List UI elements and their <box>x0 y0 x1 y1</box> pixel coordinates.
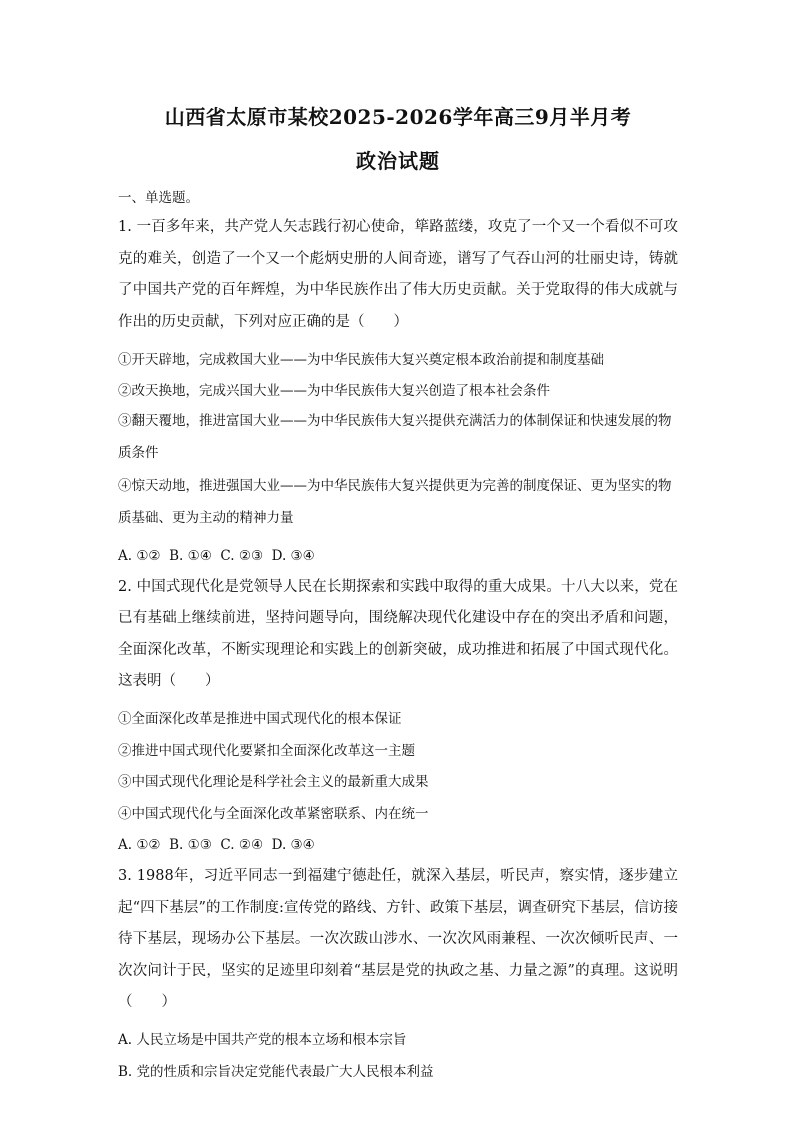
question-1 <box>118 212 678 566</box>
statement-option: ①开天辟地，完成救国大业——为中华民族伟大复兴奠定根本政治前提和制度基础 <box>118 351 604 368</box>
answer-choices: A. ①② B. ①④ C. ②③ D. ③④ <box>118 547 315 564</box>
question-2 <box>118 572 678 856</box>
section-heading: 一、单选题。 <box>118 190 199 206</box>
answer-option-a: A. 人民立场是中国共产党的根本立场和根本宗旨 <box>118 1032 407 1048</box>
statement-option: ①全面深化改革是推进中国式现代化的根本保证 <box>118 711 402 727</box>
answer-choices: A. ①② B. ①③ C. ②④ D. ③④ <box>118 837 315 853</box>
question-stem: 1. 一百多年来，共产党人矢志践行初心使命，筚路蓝缕，攻克了一个又一个看似不可攻克的难关，创造了一个又一个彪炳史册的人间奇迹，谱写了气吞山河的壮丽史诗，铸就了中国共产党的百年辉煌，为中华民族作出了伟大历史贡献。关于党取得的伟大成就与作出的历史贡献，下列对应正确的是（ ） <box>118 219 678 330</box>
statement-option: ④惊天动地，推进强国大业——为中华民族伟大复兴提供更为完善的制度保证、更为坚实的物质基础、更为主动的精神力量 <box>118 478 672 526</box>
exam-title: 山西省太原市某校2025-2026学年高三9月半月考 <box>164 105 632 129</box>
question-stem: 2. 中国式现代化是党领导人民在长期探索和实践中取得的重大成果。十八大以来，党在已有基础上继续前进，坚持问题导向，围绕解决现代化建设中存在的突出矛盾和问题，全面深化改革，不断实现理论和实践上的创新突破，成功推进和拓展了中国式现代化。这表明（ ） <box>118 578 678 689</box>
statement-option: ②改天换地，完成兴国大业——为中华民族伟大复兴创造了根本社会条件 <box>118 383 550 399</box>
statement-option: ③中国式现代化理论是科学社会主义的最新重大成果 <box>118 774 429 790</box>
question-stem: 3. 1988年，习近平同志一到福建宁德赴任，就深入基层，听民声，察实情，逐步建立起“四下基层”的工作制度:宣传党的路线、方针、政策下基层，调查研究下基层，信访接待下基层，现场办公下基层。一次次跋山涉水、一次次风雨兼程、一次次倾听民声、一次次问计于民，坚实的足迹里印刻着“基层是党的执政之基、力量之源”的真理。这说明（ ） <box>118 868 678 1010</box>
statement-option: ④中国式现代化与全面深化改革紧密联系、内在统一 <box>118 805 429 822</box>
statement-option: ③翻天覆地，推进富国大业——为中华民族伟大复兴提供充满活力的体制保证和快速发展的物质条件 <box>118 413 672 461</box>
question-3 <box>118 861 678 1082</box>
statement-option: ②推进中国式现代化要紧扣全面深化改革这一主题 <box>118 742 415 759</box>
answer-option-b: B. 党的性质和宗旨决定党能代表最广大人民根本利益 <box>118 1063 434 1080</box>
exam-subject: 政治试题 <box>356 149 440 173</box>
